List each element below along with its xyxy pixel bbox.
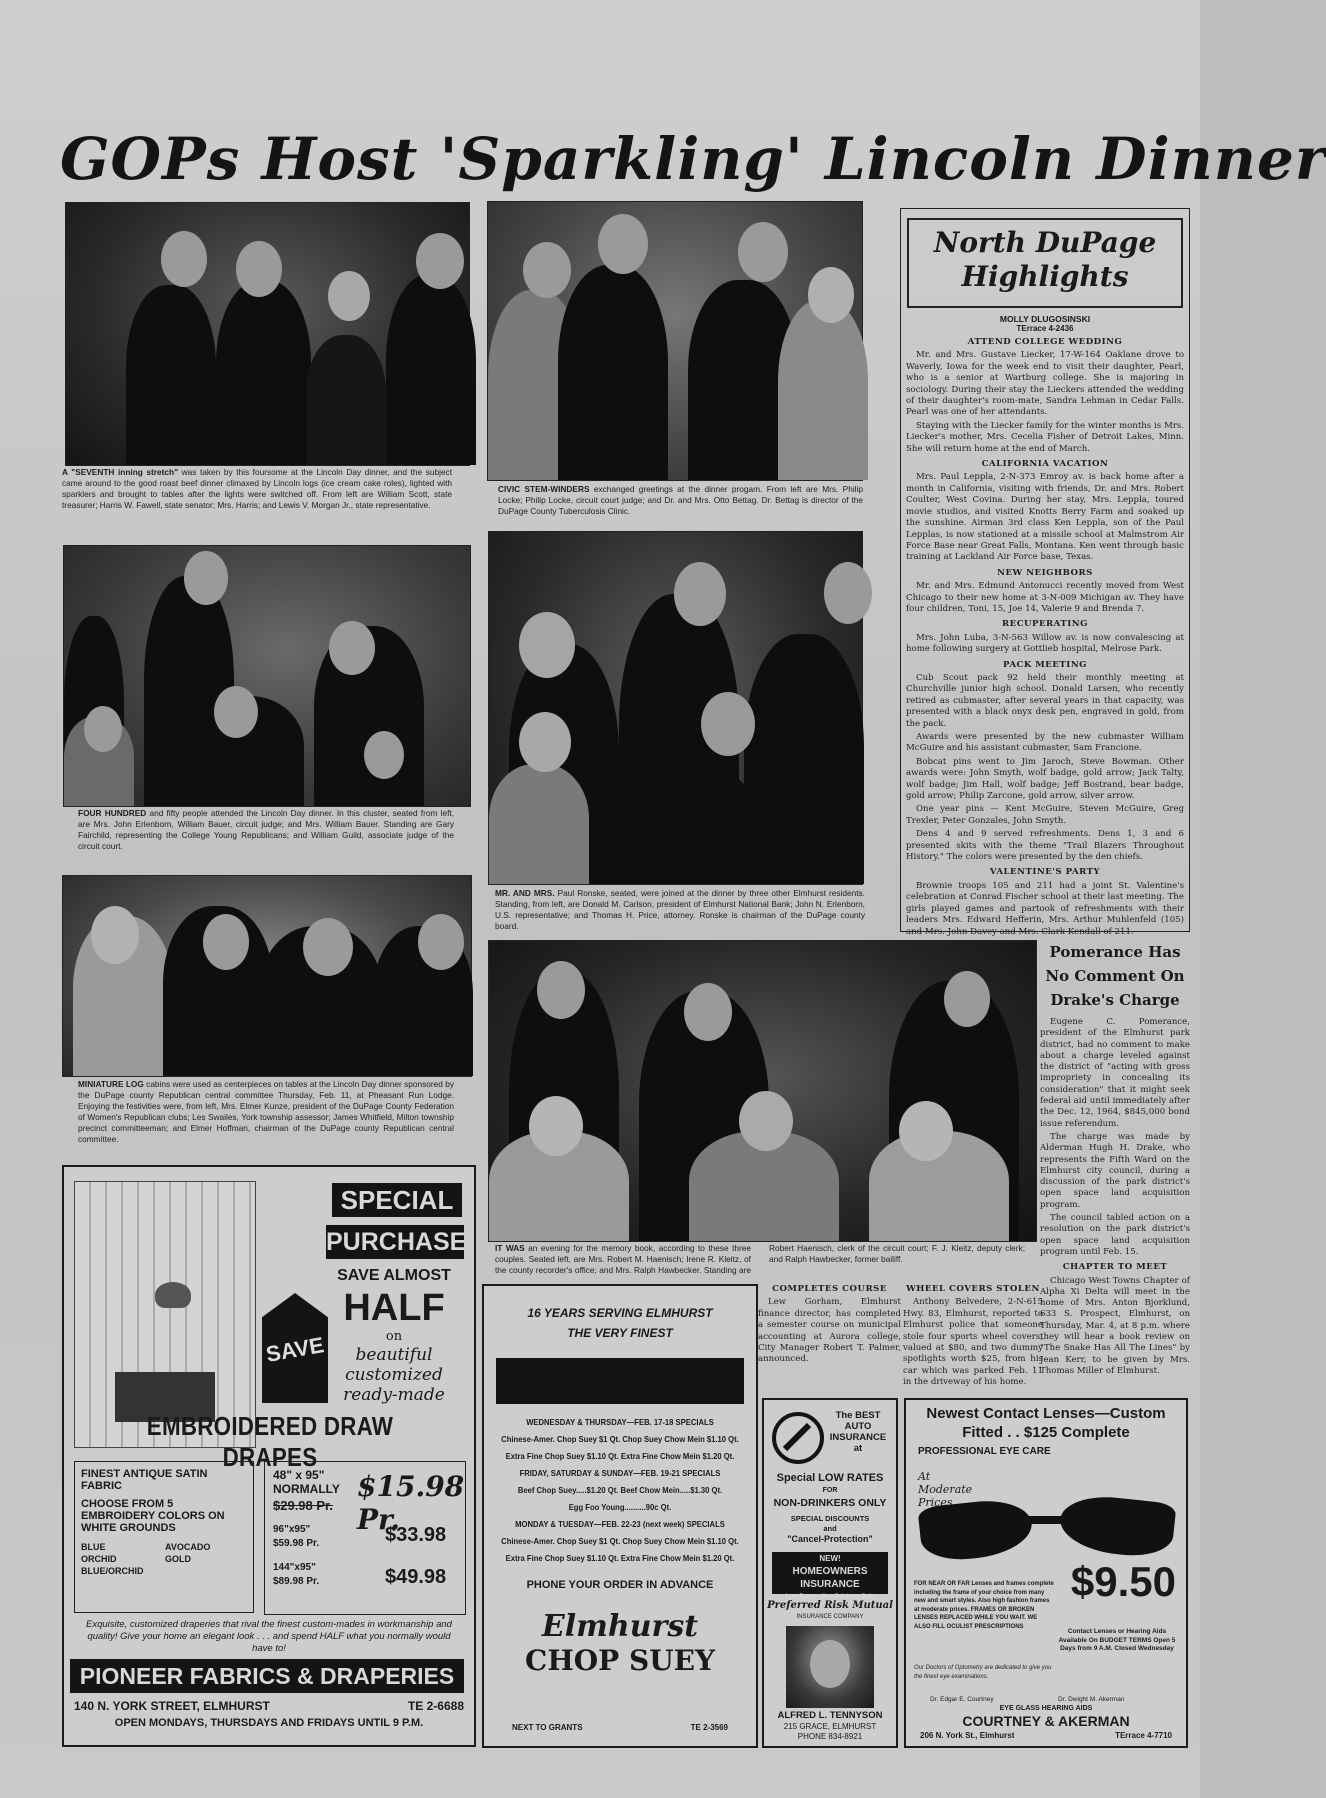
paragraph: Dens 4 and 9 served refreshments. Dens 1, 3 and 6 presented skits with the theme "Trail Blazers Throughout History." The colors were presented by the den chiefs. xyxy=(906,829,1184,863)
highlights-byline: MOLLY DLUGOSINSKI xyxy=(999,314,1091,324)
photo-memory-book xyxy=(488,940,1037,1242)
size-label: 96"x95" xyxy=(273,1524,311,1535)
paragraph: Mr. and Mrs. Gustave Liecker, 17-W-164 Oaklane drove to Waverly, Iowa for the week end to visit their daughter, Pearl, who is a senior at Wartburg college. She is majoring in sociology. During their stay the Lieckers attended the wedding of their daughter's room-mate, Sandra Lehman in Cedar Falls. Pearl was one of her attendants. xyxy=(906,350,1184,418)
and-text: and xyxy=(823,1524,837,1533)
was-price: $59.98 Pr. xyxy=(273,1538,320,1549)
fine-print: FOR NEAR OR FAR Lenses and frames complete including the frame of your choice from many new and smart styles. Also high fashion frames at moderate prices. FRAMES OR BROKEN LENSES REPLACED WHILE YOU WAIT. WE ALSO FILL OCULIST PRESCRIPTIONS xyxy=(914,1581,1054,1630)
purchase-banner: PURCHASE xyxy=(326,1225,464,1259)
company-name: Preferred Risk Mutual xyxy=(767,1600,893,1611)
special-row: Extra Fine Chop Suey $1.10 Qt. Extra Fine Chow Mein $1.20 Qt. xyxy=(505,1553,735,1563)
brief-completes-course xyxy=(758,1284,901,1384)
non-drinkers: NON-DRINKERS ONLY xyxy=(773,1497,887,1509)
beautiful-text: beautiful xyxy=(355,1345,433,1365)
color-option: ORCHID xyxy=(81,1554,117,1564)
was-price: $29.98 Pr. xyxy=(273,1498,333,1513)
sale-price: $33.98 xyxy=(385,1524,447,1546)
customized-text: customized xyxy=(345,1365,443,1385)
hearing-aids: EYE GLASS HEARING AIDS xyxy=(999,1705,1093,1712)
photo-four-hundred xyxy=(63,545,471,807)
section-head: CHAPTER TO MEET xyxy=(1062,1262,1168,1273)
paragraph: One year pins — Kent McGuire, Steven McGuire, Greg Trexler, Peter Gonzales, John Smyth. xyxy=(906,804,1184,826)
story-headline: Pomerance Has No Comment On Drake's Charge xyxy=(1045,943,1185,1009)
section-head: RECUPERATING xyxy=(1002,619,1088,630)
size-label: 144"x95" xyxy=(273,1562,316,1573)
drapes-illustration xyxy=(74,1181,256,1448)
restaurant-name-2: CHOP SUEY xyxy=(525,1644,715,1677)
color-option: GOLD xyxy=(165,1554,191,1564)
prices-box xyxy=(264,1461,466,1615)
section-head: ATTEND COLLEGE WEDDING xyxy=(967,337,1123,347)
caption-civic-stem-winders: CIVIC STEM-WINDERS exchanged greetings at the dinner progam. From left are Mrs. Philip Locke; Philip Locke, circuit court judge; and Dr. and Mrs. Otto Bettag. Dr. Bettag is director of the DuPage County Tuberculosis Clinic. xyxy=(498,484,863,516)
paragraph: Bobcat pins went to Jim Jaroch, Steve Bowman. Other awards were: John Smyth, wolf badge, gold arrow; Jack Talty, wolf badge; Jim Hall, wolf badge; Jeff Bostrand, bear badge, gold arrow; Philip Zarcone, gold arrow, silver arrow. xyxy=(906,756,1184,802)
eyeglasses-icon xyxy=(920,1494,1176,1564)
insurance-ad xyxy=(762,1398,898,1748)
special-heading: FRIDAY, SATURDAY & SUNDAY—FEB. 19-21 SPECIALS xyxy=(519,1468,721,1478)
section-head: COMPLETES COURSE xyxy=(772,1284,887,1294)
highlights-column xyxy=(900,208,1190,937)
size-label: 48" x 95" xyxy=(273,1468,325,1482)
firm-name: COURTNEY & AKERMAN xyxy=(962,1713,1130,1729)
highlights-title-2: Highlights xyxy=(961,260,1129,293)
section-head: NEW NEIGHBORS xyxy=(997,567,1093,578)
save-arrow-label: SAVE xyxy=(264,1332,326,1367)
firm-address: 206 N. York St., Elmhurst xyxy=(920,1731,1015,1740)
for-text: FOR xyxy=(822,1487,838,1494)
special-row: Chinese-Amer. Chop Suey $1 Qt. Chop Suey Chow Mein $1.10 Qt. xyxy=(501,1434,739,1444)
photo-miniature-log xyxy=(62,875,472,1077)
homeowners-text: HOMEOWNERS INSURANCE xyxy=(792,1566,868,1590)
paragraph: Awards were presented by the new cubmaster William McGuire and his assistant cubmaster, Sam Francione. xyxy=(906,732,1184,754)
agent-photo xyxy=(786,1626,874,1708)
glasses-price: $9.50 xyxy=(1070,1558,1176,1605)
special-row: Beef Chop Suey.....$1.20 Qt. Beef Chow Mein.....$1.30 Qt. xyxy=(517,1485,723,1495)
order-line: PHONE YOUR ORDER IN ADVANCE xyxy=(526,1579,714,1591)
ad-line: THE VERY FINEST xyxy=(567,1326,673,1340)
page-headline: GOPs Host 'Sparkling' Lincoln Dinner xyxy=(60,125,1326,193)
caption-miniature-log: MINIATURE LOG cabins were used as centerpieces on tables at the Lincoln Day dinner sponsored by the DuPage county Republican central committee Thursday, Feb. 11, at Pheasant Run Lodge. Enjoying the festivities were, from left, Mrs. Elmer Kunze, president of the DuPage County Federation of Women's Republican clubs; Les Swailes, York township assessor; James Whitfield, Milton township precinct committeeman; and Elmer Hoffman, chairman of the DuPage county Republican central committee. xyxy=(78,1079,454,1144)
company-sub: INSURANCE COMPANY xyxy=(796,1614,864,1620)
special-row: Chinese-Amer. Chop Suey $1 Qt. Chop Suey Chow Mein $1.10 Qt. xyxy=(501,1536,739,1546)
low-rates: Low Rates—Non Drinkers Only xyxy=(785,1594,875,1600)
special-row: Egg Foo Young..........90c Qt. xyxy=(568,1502,672,1512)
black-banner xyxy=(496,1358,744,1404)
agent-name: ALFRED L. TENNYSON xyxy=(777,1710,883,1721)
special-banner: SPECIAL xyxy=(332,1183,462,1217)
sale-price: $15.98 Pr. xyxy=(357,1470,465,1536)
section-head: PACK MEETING xyxy=(1002,659,1088,670)
caption-ronske: MR. AND MRS. Paul Ronske, seated, were joined at the dinner by three other Elmhurst residents. Standing, from left, are Donald M. Carlson, president of Elmhurst National Bank; John N. Erlenborn, U.S. representative; and Thomas H. Price, attorney. Ronske is chairman of the DuPage county board. xyxy=(495,888,865,931)
highlights-phone: TErrace 4-2436 xyxy=(1016,324,1074,333)
special-row: Extra Fine Chop Suey $1.10 Qt. Extra Fine Chow Mein $1.20 Qt. xyxy=(505,1451,735,1461)
store-name: PIONEER FABRICS & DRAPERIES xyxy=(70,1659,464,1693)
paragraph: The council tabled action on a resolution on the park district's open space land acquisition program until Feb. 15. xyxy=(1040,1213,1190,1257)
highlights-title: North DuPage xyxy=(933,226,1157,259)
restaurant-location: NEXT TO GRANTS xyxy=(512,1723,583,1732)
firm-phone: TErrace 4-7710 xyxy=(1115,1731,1172,1740)
photo-seventh-inning xyxy=(65,202,470,466)
paragraph: Brownie troops 105 and 211 had a joint St. Valentine's celebration at Conrad Fischer school at their last meeting. The girls played games and partook of refreshments with their leaders Mrs. Edward Hefferin, Mrs. Arthur Muhlenfeld (105) and Mrs. John Davey and Mrs. Clark Kendall of 211. xyxy=(906,880,1184,937)
new-badge: NEW! xyxy=(819,1554,841,1563)
color-option: AVOCADO xyxy=(165,1542,211,1552)
brief-wheel-covers xyxy=(903,1284,1043,1396)
store-address: 140 N. YORK STREET, ELMHURST xyxy=(74,1699,270,1713)
eye-care-ad xyxy=(904,1398,1188,1748)
drapes-headline: EMBROIDERED DRAW DRAPES xyxy=(146,1411,394,1472)
doctor-name: Dr. Dwight M. Akerman xyxy=(1058,1696,1125,1703)
ad-line: 16 YEARS SERVING ELMHURST xyxy=(527,1306,713,1320)
pomerance-story xyxy=(1040,940,1190,1376)
section-head: WHEEL COVERS STOLEN xyxy=(906,1284,1040,1294)
paragraph: Chicago West Towns Chapter of Alpha Xi Delta will meet in the home of Mrs. Anton Bjorklund, 633 S. Prospect, Elmhurst, on Thursday, Mar. 4, at 8 p.m. where they will hear a book review on "The Snake Has All The Lines" by Jean Kerr, to be given by Mrs. Thomas Miller of Elmhurst. xyxy=(1040,1275,1190,1376)
moderate-prices: At Moderate Prices xyxy=(918,1470,973,1509)
store-phone: TE 2-6688 xyxy=(407,1699,464,1713)
drapes-blurb: Exquisite, customized draperies that rival the finest custom-mades in workmanship and quality! Give your home an elegant look . . . and spend HALF what you normally would have to! xyxy=(86,1619,452,1654)
paragraph: Cub Scout pack 92 held their monthly meeting at Churchville junior high school. Donald Larsen, who recently retired as cubmaster, after several years in that capacity, was presented with a black onyx desk pen, engraved in gold, from the pack. xyxy=(906,672,1184,729)
features-box xyxy=(74,1461,254,1613)
chop-suey-ad xyxy=(482,1284,758,1748)
caption-four-hundred: FOUR HUNDRED and fifty people attended the Lincoln Day dinner. In this cluster, seated from left, are Mrs. John Erlenborn, William Bauer, circuit judge; and Mrs. William Bauer. Standing are Gary Fairchild, representing the College Young Republicans; and William Guild, associate judge of the circuit court. xyxy=(78,808,455,851)
color-option: BLUE xyxy=(81,1542,106,1552)
paragraph: Lew Gorham, Elmhurst finance director, has completed a semester course on municipal accounting at Aurora college, City Manager Robert T. Palmer, announced. xyxy=(758,1297,901,1365)
agent-phone: PHONE 834-8921 xyxy=(797,1732,863,1741)
restaurant-name: Elmhurst xyxy=(541,1609,699,1644)
paragraph: Mr. and Mrs. Edmund Antonucci recently moved from West Chicago to their new home at 3-N-009 Michigan av. They have four children, Toni, 15, Joe 14, Valerie 9 and Brenda 7. xyxy=(906,581,1184,614)
discounts: SPECIAL DISCOUNTS xyxy=(790,1514,870,1523)
half-text: HALF xyxy=(343,1287,445,1329)
normally-label: NORMALLY xyxy=(273,1482,340,1496)
terms-note: Contact Lenses or Hearing Aids Available On BUDGET TERMS Open 5 Days from 9 A.M. Closed Wednesday xyxy=(1058,1628,1176,1652)
photo-civic-stem-winders xyxy=(487,201,863,481)
section-head: VALENTINE'S PARTY xyxy=(989,867,1101,878)
photo-ronske xyxy=(488,531,863,885)
best-auto: The BEST AUTO INSURANCE at xyxy=(829,1410,887,1454)
doctor-name: Dr. Edgar E. Courtney xyxy=(930,1696,994,1703)
feature-item: CHOOSE FROM 5 EMBROIDERY COLORS ON WHITE GROUNDS xyxy=(81,1498,225,1534)
feature-item: FINEST ANTIQUE SATIN FABRIC xyxy=(81,1468,208,1492)
was-price: $89.98 Pr. xyxy=(273,1576,320,1587)
paragraph: The charge was made by Alderman Hugh H. Drake, who represents the Fifth Ward on the Elmhurst city council, during a discussion of the park district's open space land acquisition program. xyxy=(1040,1131,1190,1210)
store-hours: OPEN MONDAYS, THURSDAYS AND FRIDAYS UNTIL 9 P.M. xyxy=(114,1717,424,1729)
agent-address: 215 GRACE, ELMHURST xyxy=(783,1722,877,1731)
caption-seventh-inning: A "SEVENTH inning stretch" was taken by this foursome at the Lincoln Day dinner, and the subject came around to the good roast beef dinner climaxed by Lincoln logs (ice cream cake roles), lighted with sparklers and brought to tables after the lights were switched off. From left are William Scott, state treasurer; Harris W. Fawell, state senator; Mrs. Harris; and Lewis V. Morgan Jr., state representative. xyxy=(62,467,453,510)
special-rates: Special LOW RATES xyxy=(776,1472,884,1484)
paragraph: Staying with the Liecker family for the winter months is Mrs. Liecker's mother, Mrs. Cecelia Fisher of Detroit Lakes, Minn. She will return home at the end of March. xyxy=(906,420,1184,454)
eye-care-label: PROFESSIONAL EYE CARE xyxy=(918,1446,1051,1457)
ready-made-text: ready-made xyxy=(343,1385,445,1405)
save-almost: SAVE ALMOST xyxy=(337,1267,451,1284)
highlights-masthead xyxy=(907,218,1183,308)
sale-price: $49.98 xyxy=(385,1566,447,1588)
color-option: BLUE/ORCHID xyxy=(81,1566,144,1576)
staff-note: Our Doctors of Optometry are dedicated to give you the finest eye examinations. xyxy=(914,1665,1052,1680)
highlights-body xyxy=(901,337,1189,938)
special-heading: WEDNESDAY & THURSDAY—FEB. 17-18 SPECIALS xyxy=(526,1417,714,1427)
paragraph: Anthony Belvedere, 2-N-615 Hwy. 83, Elmhurst, reported to Elmhurst police that someone stole four sports wheel covers, valued at $80, and two dummy spotlights worth $25, from his car which was parked Feb. 11 in the driveway of his home. xyxy=(903,1297,1043,1388)
homeowners-banner xyxy=(772,1552,888,1600)
section-head: CALIFORNIA VACATION xyxy=(981,459,1109,470)
cancel-protection: "Cancel-Protection" xyxy=(787,1534,873,1544)
lens-headline: Newest Contact Lenses—Custom Fitted . . $125 Complete xyxy=(926,1405,1166,1441)
paragraph: Mrs. John Luba, 3-N-563 Willow av. is now convalescing at home following surgery at Gottlieb hospital, Melrose Park. xyxy=(906,632,1184,655)
no-drinking-icon xyxy=(772,1412,824,1464)
restaurant-phone: TE 2-3569 xyxy=(690,1723,728,1732)
drapes-ad xyxy=(62,1165,476,1747)
caption-memory-book: IT WAS an evening for the memory book, according to these three couples. Seated left, are Mrs. Robert M. Haenisch; Irene R. Kleitz, of the county recorder's office; and Mrs. Ralph Hawbecker. Standing are Robert Haenisch, clerk of the circuit court; F. J. Kleitz, deputy clerk; and Ralph Hawbecker, former bailiff. xyxy=(495,1243,1025,1275)
paragraph: Mrs. Paul Leppla, 2-N-373 Emroy av. is back home after a month in California, visiting with friends, Dr. and Mrs. Robert Coulter, West Covina. During her stay, Mrs. Leppla, toured movie studios, and visited Knotts Berry Farm and soaked up the sunshine. Airman 3rd class Ken Leppla, son of the Paul Lepplas, is now stationed at a missile school at Malmstrom Air Force Base near Great Falls, Montana. Ken went through basic training at Lackland Air Force base, Texas. xyxy=(906,472,1184,563)
paragraph: Eugene C. Pomerance, president of the Elmhurst park district, had no comment to make about a charge leveled against the district of "acting with gross impropriety in concealing its consideration" that it might seek federal aid until immediately after the Dec. 12, 1964, $845,000 bond issue referendum. xyxy=(1040,1017,1190,1129)
on-text: on xyxy=(385,1329,403,1344)
special-heading: MONDAY & TUESDAY—FEB. 22-23 (next week) SPECIALS xyxy=(515,1519,725,1529)
